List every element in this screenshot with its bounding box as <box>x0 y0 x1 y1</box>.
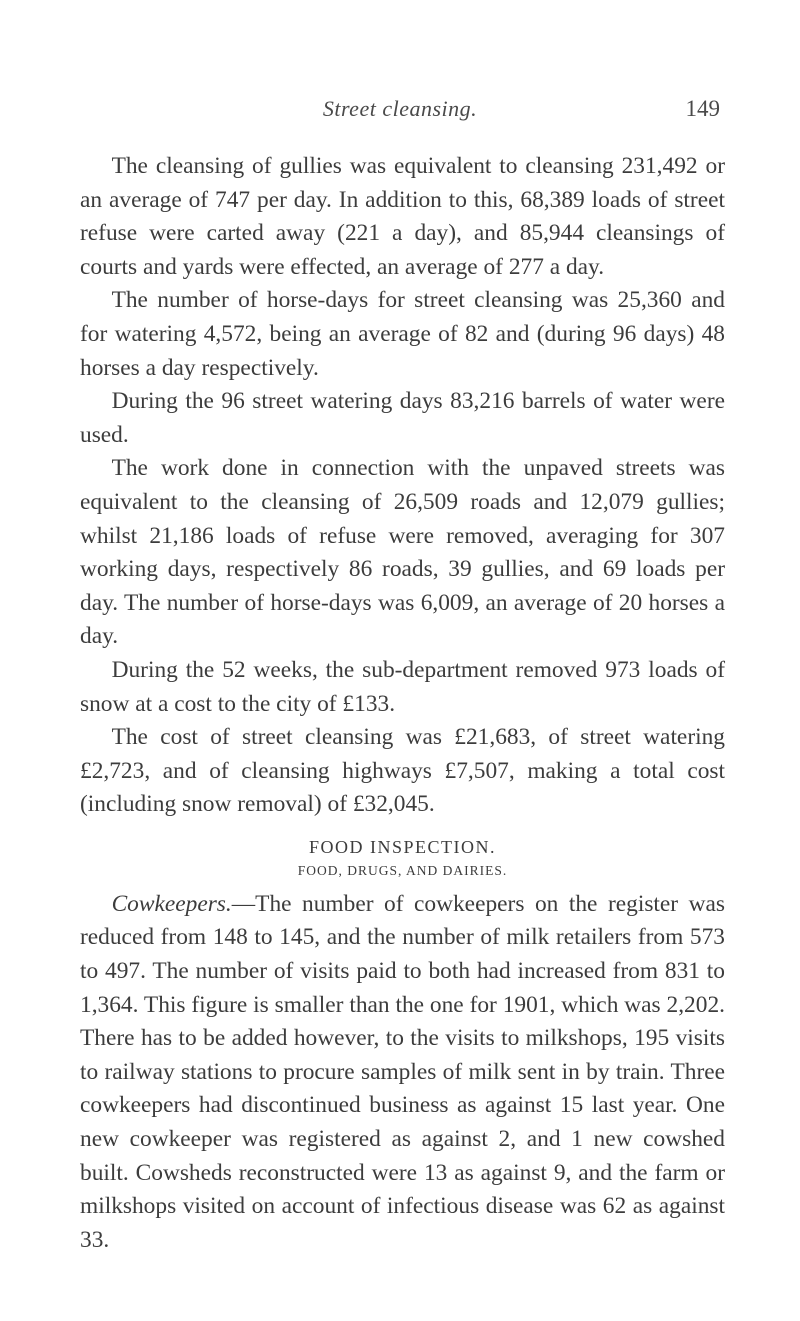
paragraph-horse-days: The number of horse-days for street cleansing was 25,360 and for watering 4,572, being an average of 82 and (during 96 days) 48 horses a day respectively. <box>80 287 725 381</box>
cowkeepers-lead: Cowkeepers. <box>111 890 232 917</box>
body-text <box>80 150 725 1257</box>
paragraph-snow: During the 52 weeks, the sub-department removed 973 loads of snow at a cost to the city of £133. <box>80 656 725 717</box>
cowkeepers-text: The number of cowkeepers on the register was reduced from 148 to 145, and the number of milk retailers from 573 to 497. The number of visits paid to both had increased from 831 to 1,364. This figure is smaller than the one for 1901, which was 2,202. There has to be added however, to the visits to milkshops, 195 visits to railway stations to procure samples of milk sent in by train. Three cowkeepers had discontinued business as against 15 last year. One new cowkeeper was registered as against 2, and 1 new cowshed built. Cowsheds reconstructed were 13 as against 9, and the farm or milkshops visited on account of infectious disease was 62 as against 33. <box>80 890 725 1253</box>
paragraph-gullies: The cleansing of gullies was equivalent to cleansing 231,492 or an average of 747 per day. In addition to this, 68,389 loads of street refuse were carted away (221 a day), and 85,944 cleansings of courts and yards were effected, an average of 277 a day. <box>80 153 725 280</box>
paragraph-unpaved-streets: The work done in connection with the unpaved streets was equivalent to the cleansing of 26,509 roads and 12,079 gullies; whilst 21,186 loads of refuse were removed, averaging for 307 working days, respectively 86 roads, 39 gullies, and 69 loads per day. The number of horse-days was 6,009, an average of 20 horses a day. <box>80 455 725 650</box>
page-number: 149 <box>685 96 720 121</box>
paragraph-cost: The cost of street cleansing was £21,683, of street watering £2,723, and of cleansing highways £7,507, making a total cost (including snow removal) of £32,045. <box>80 724 725 818</box>
running-header <box>0 96 800 126</box>
running-title: Street cleansing. <box>322 96 478 121</box>
lead-dash: — <box>231 890 256 917</box>
paragraph-cowkeepers <box>80 888 725 1258</box>
paragraph-watering: During the 96 street watering days 83,216 barrels of water were used. <box>80 388 725 448</box>
section-subheading: FOOD, DRUGS, AND DAIRIES. <box>297 862 508 878</box>
section-heading: FOOD INSPECTION. <box>308 836 496 857</box>
